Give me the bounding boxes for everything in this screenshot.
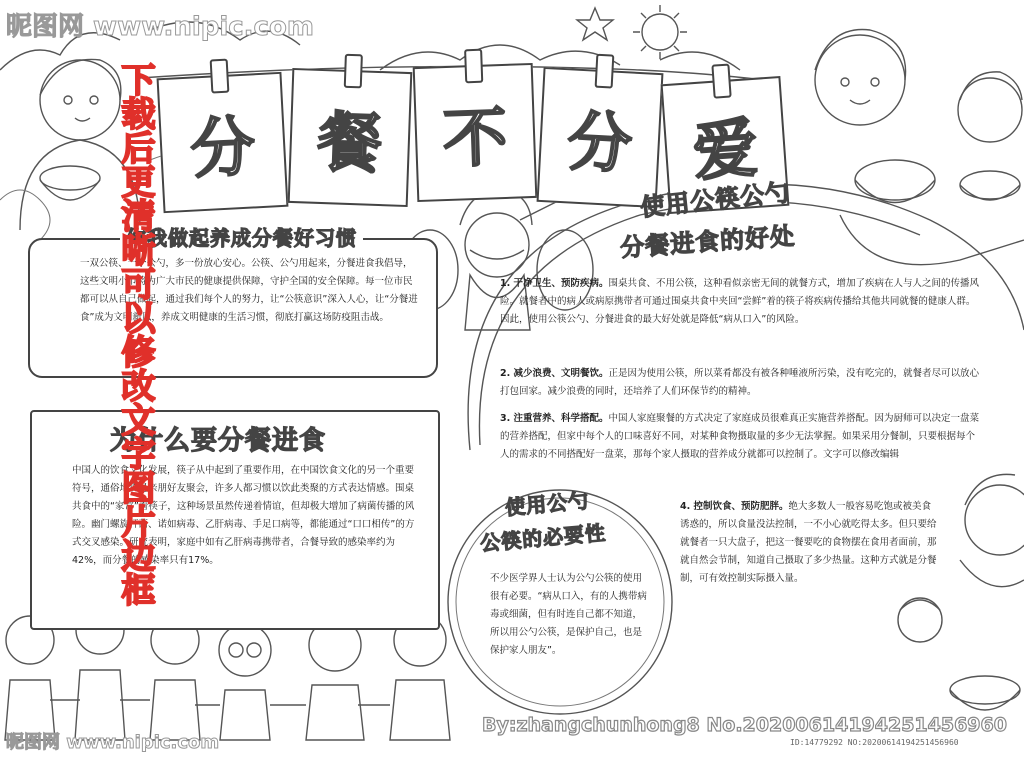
section3-item-1 — [500, 275, 980, 329]
section3-item-text: 绝大多数人一般容易吃饱或被美食诱惑的，所以食量没法控制，一不小心就吃得太多。但只要给就餐者一只大盘子，把这一餐要吃的食物摆在食用者面前，那就自然会节制，知道自己摄取了多少热量。这种方式就是分餐制，可有效控制实际摄入量。 — [680, 501, 937, 584]
section3-item-title: 2. 减少浪费、文明餐饮。 — [500, 368, 609, 379]
section4-text: 不少医学界人士认为公勺公筷的使用很有必要。“病从口入，有的人携带病毒或细菌，但有时连自己都不知道，所以用公勺公筷，是保护自己，也是保护家人朋友”。 — [490, 573, 647, 656]
watermark-bottom: 昵图网 www.nipic.com — [6, 732, 220, 753]
title-card-2 — [288, 68, 413, 207]
download-notice: 下载后更清晰可以修改文字图片边框 — [115, 62, 155, 606]
section3-item-title: 4. 控制饮食、预防肥胖。 — [680, 501, 789, 512]
section3-item-2 — [500, 365, 980, 401]
watermark-top: 昵图网 www.nipic.com — [6, 12, 314, 42]
title-char: 不 — [441, 100, 509, 177]
section1-heading: 你我做起养成分餐好习惯 — [120, 222, 363, 251]
watermark-id: ID:14779292 NO:20200614194251456960 — [790, 738, 959, 747]
title-char: 分 — [188, 109, 257, 188]
clip-icon — [344, 54, 363, 89]
star-drawing — [577, 8, 613, 40]
section3-item-4 — [680, 498, 940, 588]
title-char: 分 — [565, 104, 634, 183]
title-card-1 — [157, 72, 289, 213]
title-char: 餐 — [316, 105, 384, 182]
section3-item-3 — [500, 410, 980, 464]
section3-item-text: 正是因为使用公筷，所以菜肴都没有被各种唾液所污染，没有吃完的，就餐者尽可以放心打包回家。减少浪费的同时，还培养了人们环保节约的精神。 — [500, 368, 980, 397]
section3-item-text: 围桌共食、不用公筷，这种看似亲密无间的就餐方式，增加了疾病在人与人之间的传播风险。就餐者中的病人或病原携带者可通过围桌共食中夹回“尝鲜”着的筷子将疾病传播给其他共同就餐的健康人群。因此，使用公筷公勺、分餐进食的最大好处就是降低“病从口入”的风险。 — [500, 278, 980, 325]
section4-heading-line1: 使用公勺 — [504, 488, 591, 520]
mother-child-eating-drawing — [815, 30, 1024, 265]
sun-drawing — [633, 5, 687, 59]
watermark-author: By:zhangchunhong8 No.20200614194251456960 — [482, 714, 1007, 736]
title-char: 爱 — [690, 111, 760, 191]
section4-heading-line2: 公筷的必要性 — [479, 520, 607, 556]
section3-item-title: 1. 干净卫生、预防疾病。 — [500, 278, 609, 289]
clip-icon — [464, 49, 483, 84]
section2-text: 中国人的饮食文化发展，筷子从中起到了重要作用，在中国饮食文化的另一个重要符号，通俗地说是亲朋好友聚会，许多人都习惯以饮此类聚的方式表达情感。围桌共食中的“家常”着筷子，这种场景虽然传递着情谊，但却极大增加了病菌传播的风险。幽门螺旋杆菌、诺如病毒、乙肝病毒、手足口病等，都能通过“口口相传”的方式交叉感染。研究表明，家庭中如有乙肝病毒携带者，合餐导致的感染率约为42%，而分餐的感染率只有17%。 — [72, 465, 415, 566]
clip-icon — [595, 54, 615, 89]
clip-icon — [210, 59, 230, 94]
title-card-3 — [413, 63, 538, 202]
section2-heading: 为什么要分餐进食 — [110, 426, 327, 456]
clip-icon — [711, 63, 731, 98]
section1-text: 一双公筷、一个公勺，多一份放心安心。公筷、公勺用起来，分餐进食我倡导，这些文明小节将为广大市民的健康提供保障，守护全国的安全保障。每一位市民都可以从自己做起，通过我们每个人的努力，让“公筷意识”深入人心，让“分餐进食”成为文明新风，养成文明健康的生活习惯，彻底打赢这场防疫阻击战。 — [80, 258, 418, 323]
section3-heading-line1: 使用公筷公勺 — [639, 178, 792, 222]
section3-item-text: 中国人家庭聚餐的方式决定了家庭成员很难真正实施营养搭配。因为厨师可以决定一盘菜的营养搭配，但家中每个人的口味喜好不同，对某种食物摄取量的多少无法掌握。如果采用分餐制，只要根据每个人的需求的不同搭配好一盘菜，那每个家人摄取的营养成分就都可以控制了。文字可以修改编辑 — [500, 413, 980, 460]
section3-heading-line2: 分餐进食的好处 — [619, 221, 796, 263]
section3-item-title: 3. 注重营养、科学搭配。 — [500, 413, 609, 424]
